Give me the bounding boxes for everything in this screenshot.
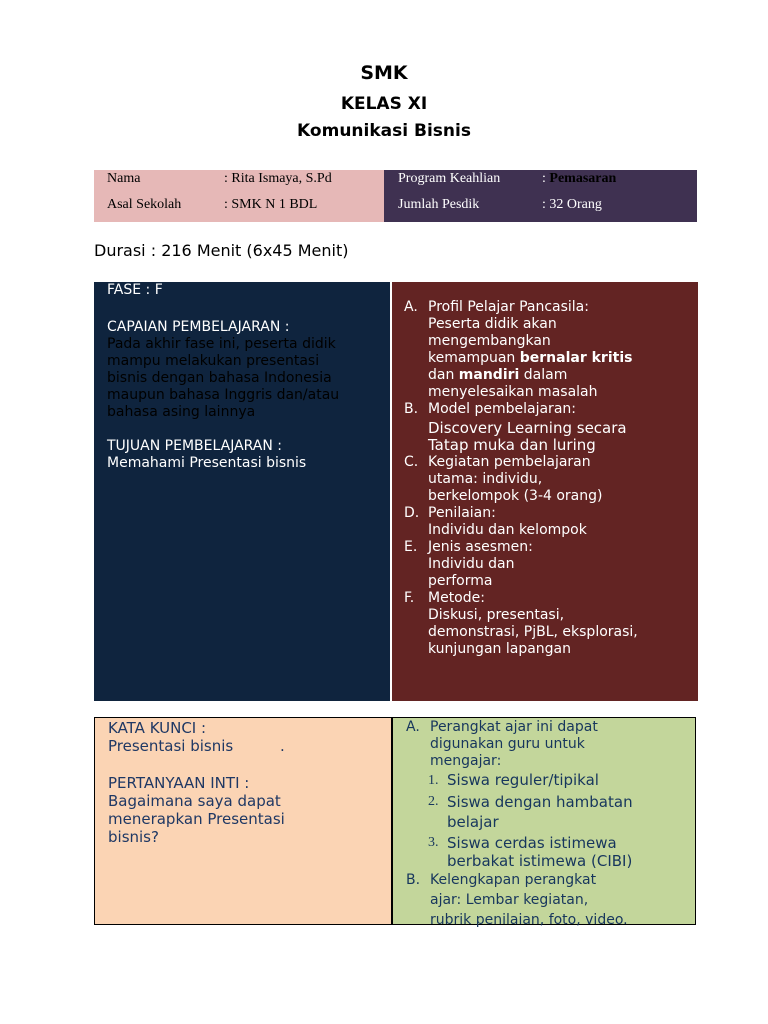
kata-kunci-value: Presentasi bisnis xyxy=(108,737,234,755)
capaian-line: bisnis dengan bahasa Indonesia xyxy=(107,370,332,386)
capaian-line: mampu melakukan presentasi xyxy=(107,353,320,369)
pertanyaan-line: bisnis? xyxy=(108,828,159,846)
list-item: A. Profil Pelajar Pancasila: Peserta didik akan mengembangkan kemampuan bernalar kritis dan mandiri dalam menyelesaikan masalah xyxy=(404,299,633,400)
capaian-line: Pada akhir fase ini, peserta didik xyxy=(107,336,336,352)
perangkat-ajar-list xyxy=(406,719,692,930)
nama-value: : Rita Ismaya, S.Pd xyxy=(224,171,332,186)
pertanyaan-line: menerapkan Presentasi xyxy=(108,810,285,828)
fase-text: FASE : F xyxy=(107,282,163,298)
asal-sekolah-label: Asal Sekolah xyxy=(107,197,182,212)
subject-title: Komunikasi Bisnis xyxy=(297,121,471,141)
nama-label: Nama xyxy=(107,171,141,186)
list-item: C. Kegiatan pembelajaran utama: individu, berkelompok (3-4 orang) xyxy=(404,454,603,504)
asal-sekolah-value: : SMK N 1 BDL xyxy=(224,197,318,212)
tujuan-text: Memahami Presentasi bisnis xyxy=(107,455,307,471)
capaian-heading: CAPAIAN PEMBELAJARAN : xyxy=(107,319,290,335)
jumlah-pesdik-value: : 32 Orang xyxy=(542,197,602,212)
pertanyaan-line: Bagaimana saya dapat xyxy=(108,792,281,810)
jumlah-pesdik-label: Jumlah Pesdik xyxy=(398,197,480,212)
list-item: F. Metode: Diskusi, presentasi, demonstrasi, PjBL, eksplorasi, kunjungan lapangan xyxy=(404,590,638,657)
list-item: D. Penilaian: Individu dan kelompok xyxy=(404,505,587,538)
kata-kunci-dot: . xyxy=(280,737,285,755)
program-keahlian-label: Program Keahlian xyxy=(398,171,501,186)
list-item: B. Kelengkapan perangkat ajar: Lembar kegiatan, rubrik penilaian, foto, video. xyxy=(406,872,628,928)
list-item: 3. Siswa cerdas istimewa berbakat istimewa (CIBI) xyxy=(428,834,633,870)
list-item: 2. Siswa dengan hambatan belajar xyxy=(428,793,633,831)
list-item: B. Model pembelajaran: Discovery Learning secara Tatap muka dan luring xyxy=(404,401,627,454)
durasi-text: Durasi : 216 Menit (6x45 Menit) xyxy=(94,241,349,260)
list-item: A. Perangkat ajar ini dapat digunakan guru untuk mengajar: xyxy=(406,719,598,769)
profil-list xyxy=(404,299,694,658)
school-title: SMK xyxy=(360,62,408,84)
program-keahlian-value: : Pemasaran xyxy=(542,171,617,186)
kata-kunci-heading: KATA KUNCI : xyxy=(108,719,207,737)
capaian-text xyxy=(107,336,339,421)
list-item: E. Jenis asesmen: Individu dan performa xyxy=(404,539,533,589)
capaian-line: maupun bahasa Inggris dan/atau xyxy=(107,387,340,403)
class-title: KELAS XI xyxy=(340,94,428,114)
capaian-line: bahasa asing lainnya xyxy=(107,404,256,420)
tujuan-heading: TUJUAN PEMBELAJARAN : xyxy=(107,438,283,454)
pertanyaan-text xyxy=(108,792,285,846)
list-item: 1. Siswa reguler/tipikal xyxy=(428,771,599,789)
pertanyaan-heading: PERTANYAAN INTI : xyxy=(108,774,250,792)
